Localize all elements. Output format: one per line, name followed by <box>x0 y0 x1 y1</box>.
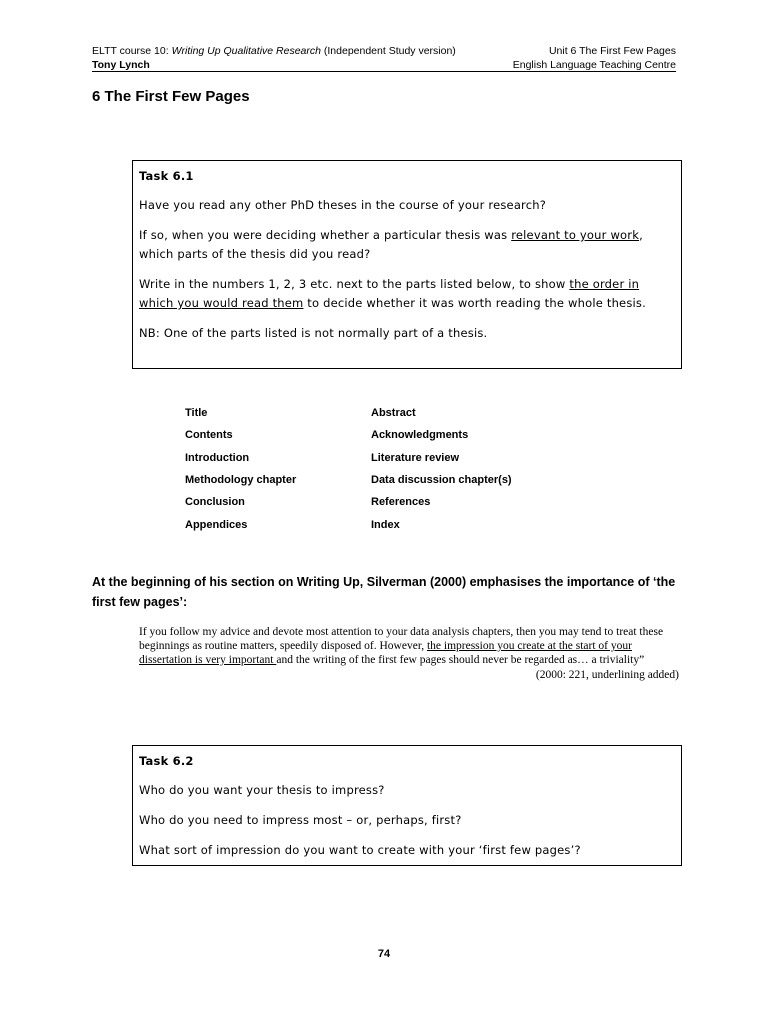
task-question: Who do you want your thesis to impress? <box>139 783 385 797</box>
part-label: Contents <box>185 429 233 442</box>
task-title: Task 6.1 <box>139 169 194 183</box>
part-label: Appendices <box>185 518 248 531</box>
header-divider <box>92 71 676 72</box>
list-item <box>185 469 512 491</box>
text-run: , which parts of the thesis did you read? <box>139 228 643 261</box>
part-label: Data discussion chapter(s) <box>371 474 512 487</box>
underlined-text: the impression you create at the start of your dissertation is very important <box>139 640 632 666</box>
course-prefix: ELTT course 10: <box>92 45 172 57</box>
list-item <box>185 513 512 535</box>
quote-citation: (2000: 221, underlining added) <box>535 669 679 681</box>
part-label: Index <box>371 518 400 531</box>
list-item <box>185 491 512 513</box>
text-run: If so, when you were deciding whether a particular thesis was <box>139 228 512 242</box>
text-run: Write in the numbers 1, 2, 3 etc. next to the parts listed below, to show <box>139 277 570 291</box>
task-title: Task 6.2 <box>139 754 194 768</box>
quote-text <box>139 625 679 667</box>
list-item <box>185 424 512 446</box>
list-item <box>185 447 512 469</box>
part-label: Acknowledgments <box>371 429 469 442</box>
text-run: If you follow my advice and devote most attention to your data analysis chapters, then you may tend to treat these beginnings as routine matters, speedily disposed of. However, <box>139 626 664 652</box>
page-header <box>92 44 676 72</box>
underlined-text: relevant to your work <box>511 228 640 242</box>
unit-label: Unit 6 The First Few Pages <box>548 45 676 57</box>
part-label: Title <box>185 407 208 420</box>
thesis-parts-list <box>185 402 512 536</box>
part-label: Abstract <box>371 407 416 420</box>
course-suffix: (Independent Study version) <box>320 45 456 57</box>
part-label: References <box>371 496 431 509</box>
task-6-2-box <box>132 745 682 866</box>
header-row-1 <box>92 44 676 58</box>
task-question <box>139 226 675 264</box>
task-question: Have you read any other PhD theses in the course of your research? <box>139 198 547 212</box>
header-row-2 <box>92 58 676 72</box>
text-run: to decide whether it was worth reading the whole thesis. <box>303 296 646 310</box>
course-name: Writing Up Qualitative Research <box>171 45 321 57</box>
underlined-text: the order in which you would read them <box>139 277 640 310</box>
page-number: 74 <box>377 948 391 960</box>
text-run: and the writing of the first few pages should never be regarded as… a triviality” <box>276 654 645 666</box>
part-label: Methodology chapter <box>185 474 297 487</box>
task-question <box>139 275 675 313</box>
page-title: 6 The First Few Pages <box>92 88 250 105</box>
task-question: Who do you need to impress most – or, perhaps, first? <box>139 813 462 827</box>
part-label: Conclusion <box>185 496 245 509</box>
task-6-1-box <box>132 160 682 369</box>
centre-name: English Language Teaching Centre <box>512 59 676 71</box>
task-note: NB: One of the parts listed is not normally part of a thesis. <box>139 326 488 340</box>
author-name: Tony Lynch <box>92 59 150 71</box>
part-label: Literature review <box>371 451 460 464</box>
intro-paragraph: At the beginning of his section on Writing Up, Silverman (2000) emphasises the importance of ‘the first few pages’: <box>92 575 676 609</box>
task-question: What sort of impression do you want to create with your ‘first few pages’? <box>139 843 581 857</box>
list-item <box>185 402 512 424</box>
part-label: Introduction <box>185 451 250 464</box>
silverman-quote <box>139 625 679 682</box>
course-title <box>92 44 456 58</box>
